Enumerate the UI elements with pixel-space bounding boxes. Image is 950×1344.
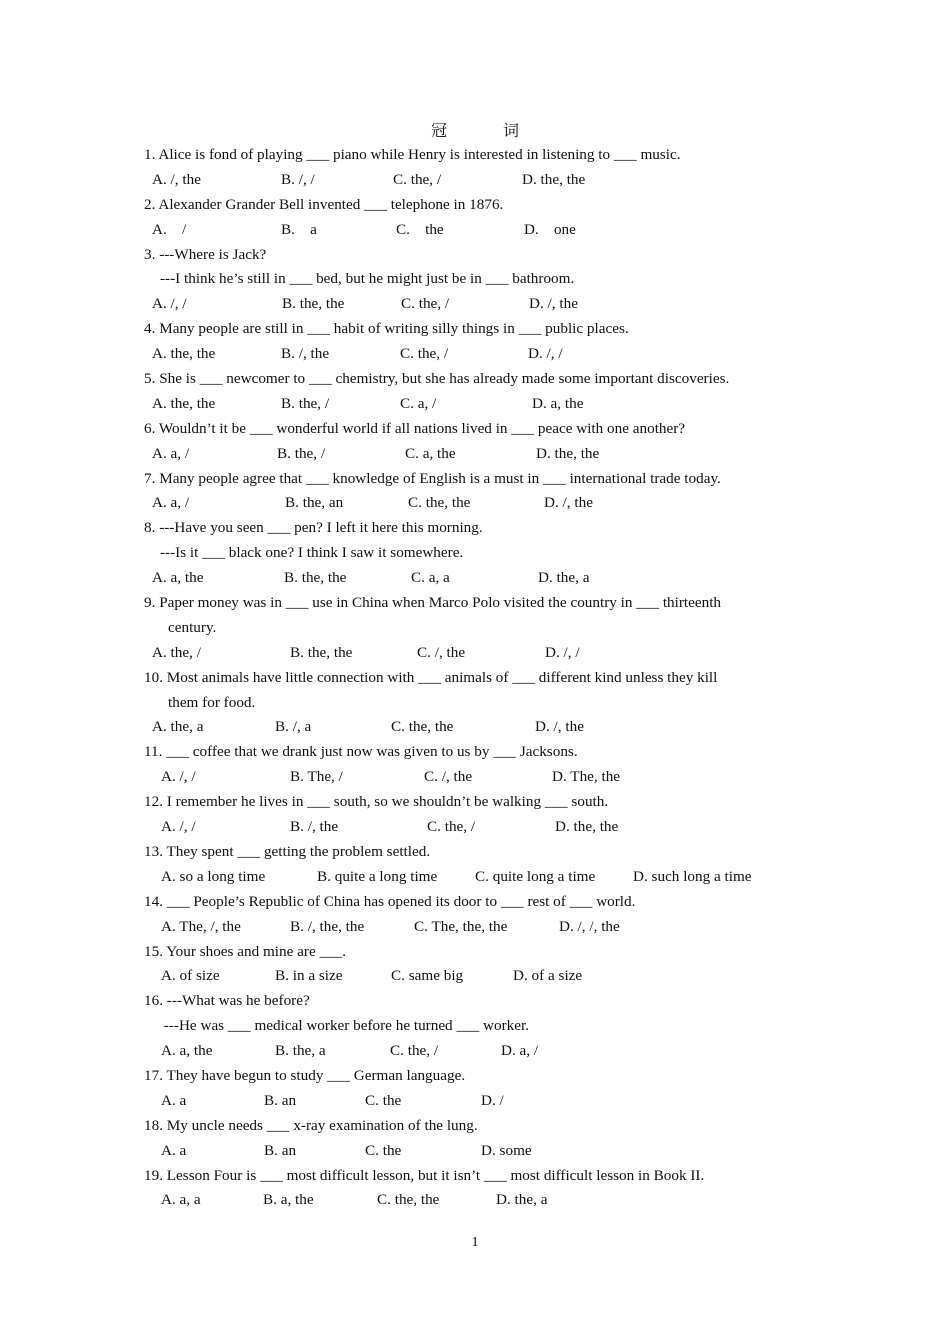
question-text: 14. ___ People’s Republic of China has opened its door to ___ rest of ___ world. [144,892,636,910]
answer-options [144,392,812,417]
question-text: 17. They have begun to study ___ German language. [144,1066,466,1084]
answer-options [144,865,812,890]
answer-options [144,815,812,840]
answer-option: D. the, the [536,444,600,462]
page-number: 1 [471,1235,479,1250]
answer-option: C. the, / [401,295,450,313]
question-text: 8. ---Have you seen ___ pen? I left it here this morning. [144,519,483,537]
answer-option: A. /, / [161,768,196,786]
answer-option: C. a, a [411,569,450,587]
answer-option: D. /, /, the [559,917,620,935]
answer-option: C. quite long a time [475,867,596,885]
answer-option: D. the, the [522,170,586,188]
answer-option: C. /, the [417,643,466,661]
answer-option: A. The, /, the [161,917,241,935]
answer-option: A. of size [161,967,220,985]
answer-option: D. / [481,1091,504,1109]
answer-option: A. a [161,1141,187,1159]
answer-option: B. /, a [275,718,312,736]
answer-option: B. a, the [263,1191,314,1209]
question-text: 16. ---What was he before? [144,992,310,1010]
answer-option: A. /, / [152,295,187,313]
answer-options [144,292,812,317]
answer-option: B. the, the [290,643,353,661]
answer-option: A. the, / [152,643,201,661]
question-text: 3. ---Where is Jack? [144,245,267,263]
answer-option: D. /, the [544,494,593,512]
answer-option: C. The, the, the [414,917,508,935]
answer-options [144,491,812,516]
answer-options [144,342,812,367]
answer-option: C. the, / [400,345,449,363]
question-text: 11. ___ coffee that we drank just now was given to us by ___ Jacksons. [144,743,578,761]
question-text: 12. I remember he lives in ___ south, so we shouldn’t be walking ___ south. [144,793,609,811]
answer-option: A. /, the [152,170,201,188]
answer-option: B. /, / [281,170,315,188]
question-list [144,143,812,1213]
answer-option: A. so a long time [161,867,266,885]
answer-option: D. /, the [535,718,584,736]
question-continuation: them for food. [168,693,256,711]
answer-option: A. a, / [152,444,190,462]
answer-option: B. /, the, the [290,917,365,935]
question-text: 1. Alice is fond of playing ___ piano while Henry is interested in listening to ___ music. [144,146,681,163]
question-text: 4. Many people are still in ___ habit of writing silly things in ___ public places. [144,320,629,338]
answer-option: B. the, an [285,494,344,512]
answer-option: C. same big [391,967,464,985]
answer-option: B. quite a long time [317,867,438,885]
question-text: 9. Paper money was in ___ use in China when Marco Polo visited the country in ___ thirteenth [144,594,722,612]
answer-option: B. The, / [290,768,343,786]
answer-option: A. a, / [152,494,190,512]
answer-option: B. an [264,1141,297,1159]
answer-option: D. /, / [528,345,563,363]
page-title: 冠 词 [430,123,545,140]
answer-option: D. some [481,1141,532,1159]
answer-option: D. a, the [532,394,584,412]
answer-options [144,218,812,243]
answer-option: D. /, / [545,643,580,661]
question-text: 15. Your shoes and mine are ___. [144,942,347,960]
answer-option: A. the, the [152,345,216,363]
answer-option: C. the, / [390,1042,439,1060]
answer-option: A. / [152,220,187,238]
answer-options [144,1039,812,1064]
answer-options [144,765,812,790]
answer-options [144,566,812,591]
answer-option: B. a [281,220,317,238]
answer-option: C. the [396,220,444,238]
answer-option: D. the, the [555,818,619,836]
answer-option: C. the, / [427,818,476,836]
answer-option: B. /, the [281,345,330,363]
answer-option: B. /, the [290,818,339,836]
answer-option: B. an [264,1091,297,1109]
answer-option: C. the [365,1141,402,1159]
dialogue-line: ---I think he’s still in ___ bed, but he might just be in ___ bathroom. [160,270,575,288]
question-text: 2. Alexander Grander Bell invented ___ telephone in 1876. [144,195,504,213]
answer-options [144,1089,812,1114]
answer-option: D. of a size [513,967,583,985]
dialogue-line: ---He was ___ medical worker before he turned ___ worker. [160,1017,530,1035]
answer-option: B. the, / [281,394,330,412]
answer-option: D. the, a [538,569,590,587]
answer-option: C. a, / [400,394,437,412]
answer-option: B. in a size [275,967,343,985]
answer-options [144,1188,812,1213]
answer-option: C. the, / [393,170,442,188]
answer-option: A. the, a [152,718,204,736]
question-text: 6. Wouldn’t it be ___ wonderful world if all nations lived in ___ peace with one another? [144,419,686,437]
answer-options [144,1139,812,1164]
question-continuation: century. [168,618,217,636]
question-text: 7. Many people agree that ___ knowledge of English is a must in ___ international trade today. [144,469,721,487]
answer-options [144,442,812,467]
answer-option: C. the [365,1091,402,1109]
answer-option: B. the, the [284,569,347,587]
answer-option: A. a [161,1091,187,1109]
question-text: 18. My uncle needs ___ x-ray examination of the lung. [144,1116,478,1134]
answer-option: D. a, / [501,1042,539,1060]
answer-options [144,964,812,989]
answer-option: B. the, the [282,295,345,313]
answer-option: A. a, the [152,569,204,587]
answer-option: C. the, the [377,1191,440,1209]
answer-option: D. such long a time [633,867,752,885]
answer-option: A. /, / [161,818,196,836]
answer-options [144,641,812,666]
answer-option: B. the, / [277,444,326,462]
answer-option: C. a, the [405,444,456,462]
question-text: 13. They spent ___ getting the problem settled. [144,842,431,860]
dialogue-line: ---Is it ___ black one? I think I saw it somewhere. [160,544,464,562]
answer-option: D. /, the [529,295,578,313]
answer-options [144,715,812,740]
answer-option: D. The, the [552,768,621,786]
answer-option: A. the, the [152,394,216,412]
answer-option: D. the, a [496,1191,548,1209]
answer-options [144,168,812,193]
answer-option: A. a, the [161,1042,213,1060]
question-text: 5. She is ___ newcomer to ___ chemistry, but she has already made some important discoveries. [144,370,730,388]
answer-options [144,915,812,940]
answer-option: C. /, the [424,768,473,786]
answer-option: C. the, the [391,718,454,736]
answer-option: C. the, the [408,494,471,512]
answer-option: D. one [524,220,576,238]
question-text: 19. Lesson Four is ___ most difficult lesson, but it isn’t ___ most difficult lesson in Book II. [144,1166,705,1184]
question-text: 10. Most animals have little connection with ___ animals of ___ different kind unless they kill [144,668,718,686]
answer-option: A. a, a [161,1191,201,1209]
answer-option: B. the, a [275,1042,326,1060]
